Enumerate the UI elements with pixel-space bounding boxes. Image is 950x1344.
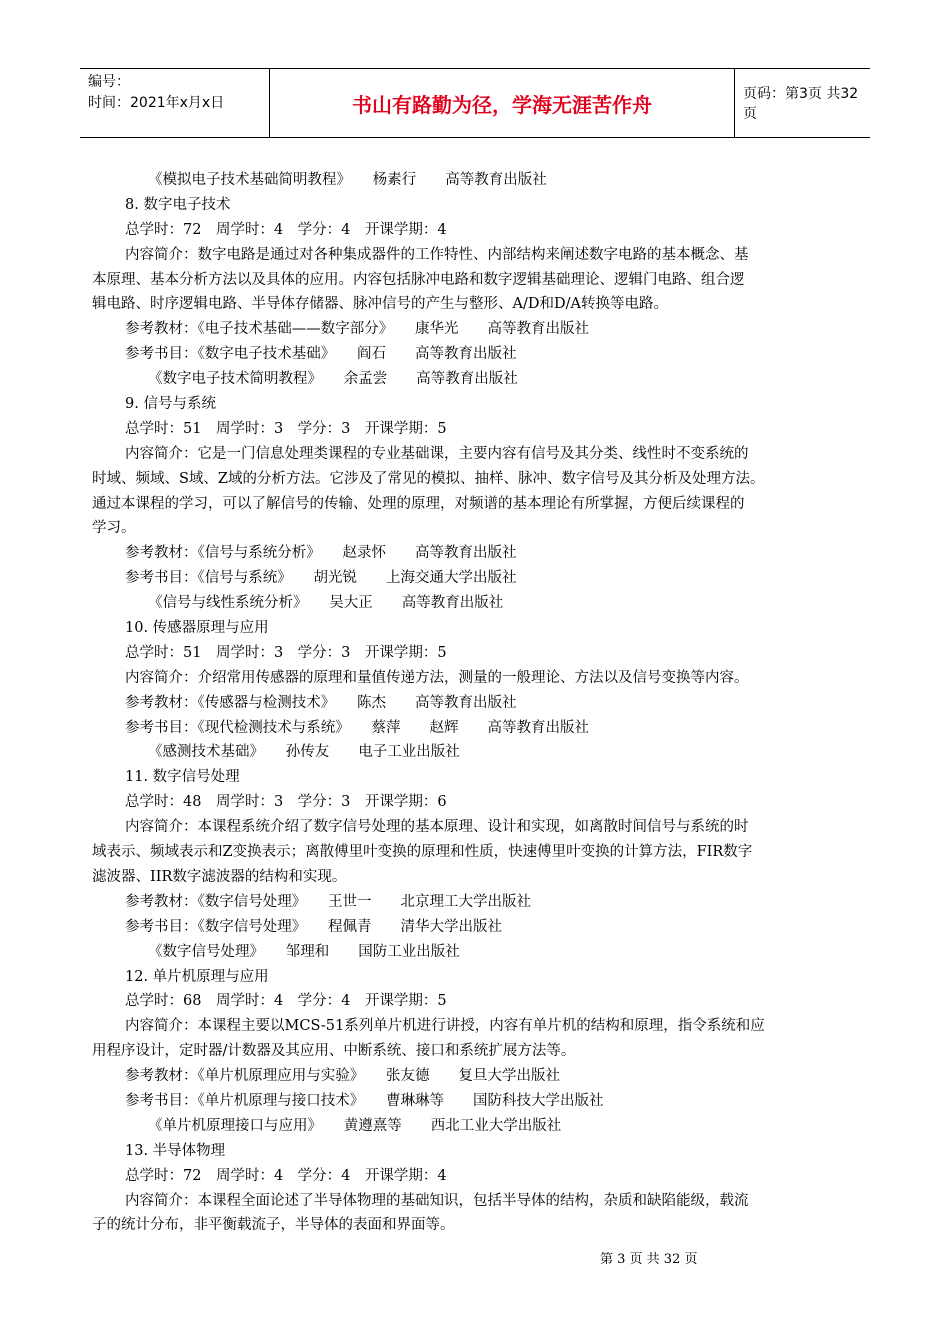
text-line: 内容简介：数字电路是通过对各种集成器件的工作特性、内部结构来阐述数字电路的基本概念、基	[125, 246, 749, 263]
text-line: 12. 单片机原理与应用	[125, 968, 269, 985]
text-line: 《信号与线性系统分析》 吴大正 高等教育出版社	[148, 595, 504, 612]
number-label: 编号：	[88, 74, 130, 90]
text-line: 参考书目：《数字信号处理》 程佩青 清华大学出版社	[125, 918, 502, 935]
header-left-cell	[80, 69, 270, 137]
text-line: 9. 信号与系统	[125, 396, 216, 413]
text-line: 总学时：51 周学时：3 学分：3 开课学期：5	[125, 420, 447, 437]
text-line: 域表示、频域表示和Z变换表示；离散傅里叶变换的原理和性质，快速傅里叶变换的计算方法，FIR数字	[92, 844, 753, 861]
text-line: 13. 半导体物理	[125, 1142, 226, 1159]
text-line: 内容简介：本课程系统介绍了数字信号处理的基本原理、设计和实现，如离散时间信号与系统的时	[125, 819, 749, 836]
text-line: 本原理、基本分析方法以及具体的应用。内容包括脉冲电路和数字逻辑基础理论、逻辑门电路、组合逻	[92, 271, 745, 288]
text-line: 总学时：72 周学时：4 学分：4 开课学期：4	[125, 221, 447, 238]
text-line: 11. 数字信号处理	[125, 769, 240, 786]
text-line: 参考教材：《电子技术基础——数字部分》 康华光 高等教育出版社	[125, 321, 589, 338]
page-footer: 第 3 页 共 32 页	[600, 1252, 698, 1267]
text-line: 《数字信号处理》 邹理和 国防工业出版社	[148, 943, 460, 960]
text-line: 内容简介：介绍常用传感器的原理和量值传递方法，测量的一般理论、方法以及信号变换等内容。	[125, 669, 749, 686]
text-line: 时域、频域、S域、Z域的分析方法。它涉及了常见的模拟、抽样、脉冲、数字信号及其分析及处理方法。	[92, 470, 765, 487]
text-line: 通过本课程的学习，可以了解信号的传输、处理的原理，对频谱的基本理论有所掌握，方便后续课程的	[92, 495, 745, 512]
text-line: 参考书目：《信号与系统》 胡光锐 上海交通大学出版社	[125, 570, 517, 587]
text-line: 辑电路、时序逻辑电路、半导体存储器、脉冲信号的产生与整形、A/D和D/A转换等电路。	[92, 296, 668, 313]
header-page-label: 页码：第3页 共32页	[743, 86, 859, 122]
time-label: 时间：2021年x月x日	[88, 95, 225, 111]
text-line: 子的统计分布，非平衡载流子，半导体的表面和界面等。	[92, 1217, 455, 1234]
text-line: 参考教材：《信号与系统分析》 赵录怀 高等教育出版社	[125, 545, 517, 562]
text-line: 8. 数字电子技术	[125, 196, 231, 213]
text-line: 《模拟电子技术基础简明教程》 杨素行 高等教育出版社	[148, 172, 547, 188]
document-body	[92, 168, 867, 1238]
text-line: 10. 传感器原理与应用	[125, 620, 269, 637]
text-line: 参考教材：《数字信号处理》 王世一 北京理工大学出版社	[125, 893, 531, 910]
text-line: 参考书目：《单片机原理与接口技术》 曹琳琳等 国防科技大学出版社	[125, 1092, 604, 1109]
text-line: 内容简介：本课程主要以MCS-51系列单片机进行讲授，内容有单片机的结构和原理，指令系统和应	[125, 1018, 765, 1035]
text-line: 用程序设计，定时器/计数器及其应用、中断系统、接口和系统扩展方法等。	[92, 1043, 576, 1060]
text-line: 《感测技术基础》 孙传友 电子工业出版社	[148, 744, 460, 761]
text-line: 总学时：72 周学时：4 学分：4 开课学期：4	[125, 1167, 447, 1184]
text-line: 滤波器、IIR数字滤波器的结构和实现。	[92, 868, 347, 885]
text-line: 总学时：51 周学时：3 学分：3 开课学期：5	[125, 644, 447, 661]
page-header	[80, 68, 870, 138]
text-line: 总学时：48 周学时：3 学分：3 开课学期：6	[125, 794, 447, 811]
text-line: 《数字电子技术简明教程》 余孟尝 高等教育出版社	[148, 371, 518, 388]
text-line: 参考教材：《传感器与检测技术》 陈杰 高等教育出版社	[125, 694, 517, 711]
text-line: 总学时：68 周学时：4 学分：4 开课学期：5	[125, 993, 447, 1010]
text-line: 内容简介：它是一门信息处理类课程的专业基础课，主要内容有信号及其分类、线性时不变系统的	[125, 445, 749, 462]
text-line: 参考教材：《单片机原理应用与实验》 张友德 复旦大学出版社	[125, 1068, 560, 1085]
text-line: 《单片机原理接口与应用》 黄遵熹等 西北工业大学出版社	[148, 1117, 562, 1134]
text-line: 参考书目：《现代检测技术与系统》 蔡萍 赵辉 高等教育出版社	[125, 719, 589, 736]
text-line: 内容简介：本课程全面论述了半导体物理的基础知识，包括半导体的结构，杂质和缺陷能级，载流	[125, 1192, 749, 1209]
header-motto: 书山有路勤为径，学海无涯苦作舟	[270, 69, 735, 137]
text-line: 学习。	[92, 520, 136, 537]
text-line: 参考书目：《数字电子技术基础》 阎石 高等教育出版社	[125, 346, 517, 363]
